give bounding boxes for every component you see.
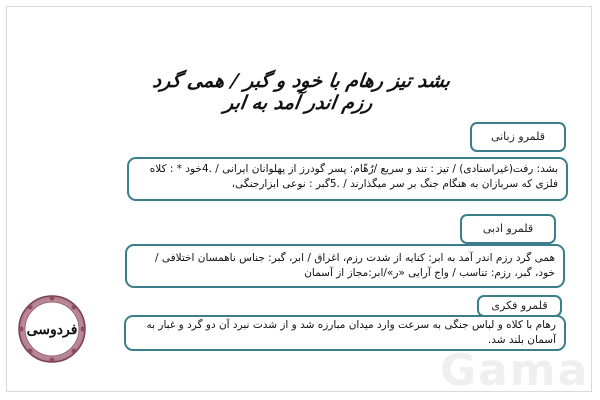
section-box-linguistic: بشد: رفت(غیراسنادی) / تیز : تند و سریع /رُهّام: پسر گودرز از پهلوانان ایرانی / .4خود * : کلاه فلزی که سربازان به هنگام جنگ بر سر میگذارند / .5گبر : نوعی ابزارجنگی، [127,157,568,201]
section-tag-linguistic: قلمرو زبانی [470,122,566,152]
section-tag-intellectual: قلمرو فکری [477,295,562,317]
watermark-logo: Gama [440,345,590,396]
section-tag-literary: قلمرو ادبی [460,214,556,244]
section-box-intellectual: رهام با کلاه و لباس جنگی به سرعت وارد میدان مبارزه شد و از شدت نبرد آن دو گرد و غبار به آسمان بلند شد. [124,315,566,351]
ferdowsi-seal-icon [14,293,90,365]
slide-title: بشد تیز رهام با خود و گبر / همی گرد رزم اندر آمد به ابر [151,70,452,114]
logo-text: فردوسی [26,322,78,338]
section-box-literary: همی گرد رزم اندر آمد به ابر: کنایه از شدت رزم، اغراق / ابر، گبر: جناس ناهمسان اختلافی / خود، گبر، رزم: تناسب / واج آرایی «ر»/ابر:مجاز از آسمان [125,244,565,288]
